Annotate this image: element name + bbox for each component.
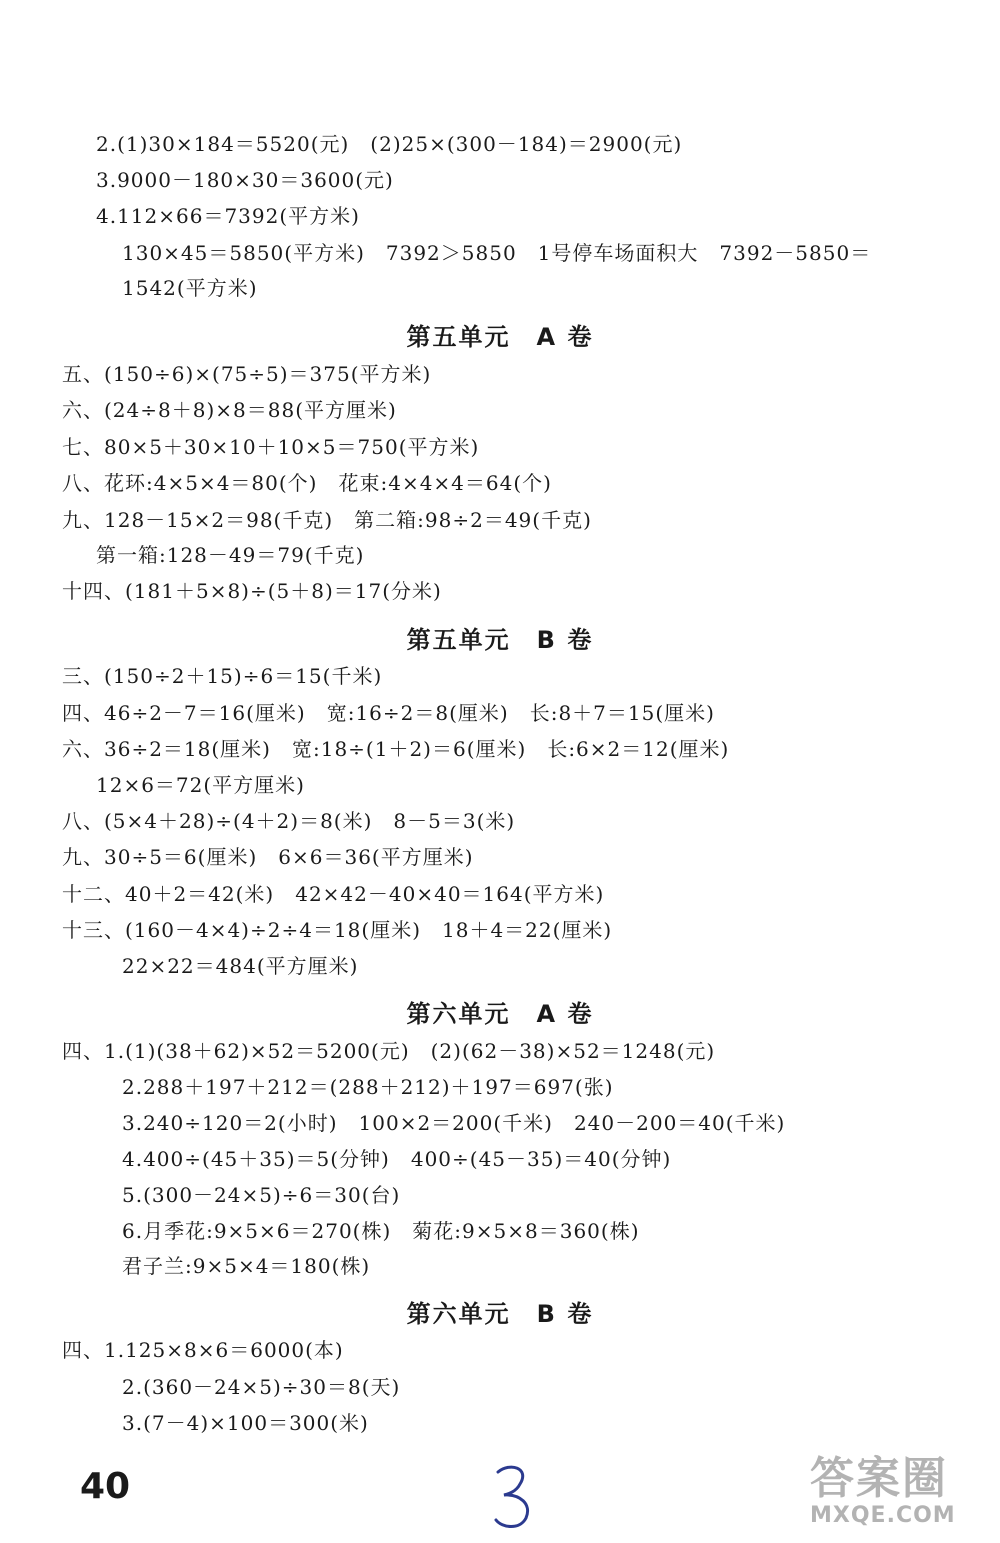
answer-line: 22×22＝484(平方厘米) xyxy=(122,954,359,978)
answer-line: 五、(150÷6)×(75÷5)＝375(平方米) xyxy=(62,362,432,386)
answer-line: 君子兰:9×5×4＝180(株) xyxy=(122,1254,371,1278)
watermark-logo xyxy=(810,1455,990,1540)
answer-line: 八、(5×4＋28)÷(4＋2)＝8(米) 8－5＝3(米) xyxy=(62,809,516,833)
section-heading: 第六单元 B 卷 xyxy=(406,1300,594,1328)
answer-line: 十二、40＋2＝42(米) 42×42－40×40＝164(平方米) xyxy=(62,882,605,906)
answer-line: 十四、(181＋5×8)÷(5＋8)＝17(分米) xyxy=(62,579,442,603)
answer-line: 七、80×5＋30×10＋10×5＝750(平方米) xyxy=(62,435,480,459)
answer-line: 四、1.125×8×6＝6000(本) xyxy=(62,1338,344,1362)
handwritten-mark xyxy=(490,1462,538,1536)
answer-line: 3.240÷120＝2(小时) 100×2＝200(千米) 240－200＝40(千米) xyxy=(122,1111,786,1135)
answer-line: 130×45＝5850(平方米) 7392＞5850 1号停车场面积大 7392－5850＝ xyxy=(122,241,872,265)
answer-line: 第一箱:128－49＝79(千克) xyxy=(96,543,365,567)
answer-line: 2.(1)30×184＝5520(元) (2)25×(300－184)＝2900(元) xyxy=(96,132,683,156)
answer-line: 六、36÷2＝18(厘米) 宽:18÷(1＋2)＝6(厘米) 长:6×2＝12(厘米) xyxy=(62,737,730,761)
answer-line: 九、128－15×2＝98(千克) 第二箱:98÷2＝49(千克) xyxy=(62,508,592,532)
answer-line: 5.(300－24×5)÷6＝30(台) xyxy=(122,1183,401,1207)
answer-line: 2.288＋197＋212＝(288＋212)＋197＝697(张) xyxy=(122,1075,614,1099)
answer-line: 3.(7－4)×100＝300(米) xyxy=(122,1411,369,1435)
answer-line: 6.月季花:9×5×6＝270(株) 菊花:9×5×8＝360(株) xyxy=(122,1219,640,1243)
answer-line: 2.(360－24×5)÷30＝8(天) xyxy=(122,1375,401,1399)
answer-line: 12×6＝72(平方厘米) xyxy=(96,773,305,797)
answer-line: 4.400÷(45＋35)＝5(分钟) 400÷(45－35)＝40(分钟) xyxy=(122,1147,672,1171)
answer-line: 四、1.(1)(38＋62)×52＝5200(元) (2)(62－38)×52＝1248(元) xyxy=(62,1039,716,1063)
answer-line: 1542(平方米) xyxy=(122,276,258,300)
answer-line: 三、(150÷2＋15)÷6＝15(千米) xyxy=(62,664,383,688)
answer-line: 4.112×66＝7392(平方米) xyxy=(96,204,360,228)
section-heading: 第六单元 A 卷 xyxy=(406,1000,594,1028)
answer-line: 十三、(160－4×4)÷2÷4＝18(厘米) 18＋4＝22(厘米) xyxy=(62,918,613,942)
section-heading: 第五单元 A 卷 xyxy=(406,323,594,351)
watermark-logo-text: 答案圈 xyxy=(810,1453,948,1504)
section-heading: 第五单元 B 卷 xyxy=(406,626,594,654)
answer-line: 四、46÷2－7＝16(厘米) 宽:16÷2＝8(厘米) 长:8＋7＝15(厘米) xyxy=(62,701,715,725)
answer-line: 九、30÷5＝6(厘米) 6×6＝36(平方厘米) xyxy=(62,845,474,869)
answer-line: 3.9000－180×30＝3600(元) xyxy=(96,168,394,192)
answer-line: 八、花环:4×5×4＝80(个) 花束:4×4×4＝64(个) xyxy=(62,471,552,495)
page-number: 40 xyxy=(80,1466,131,1507)
answer-line: 六、(24÷8＋8)×8＝88(平方厘米) xyxy=(62,398,397,422)
watermark-url: MXQE.COM xyxy=(810,1503,956,1528)
